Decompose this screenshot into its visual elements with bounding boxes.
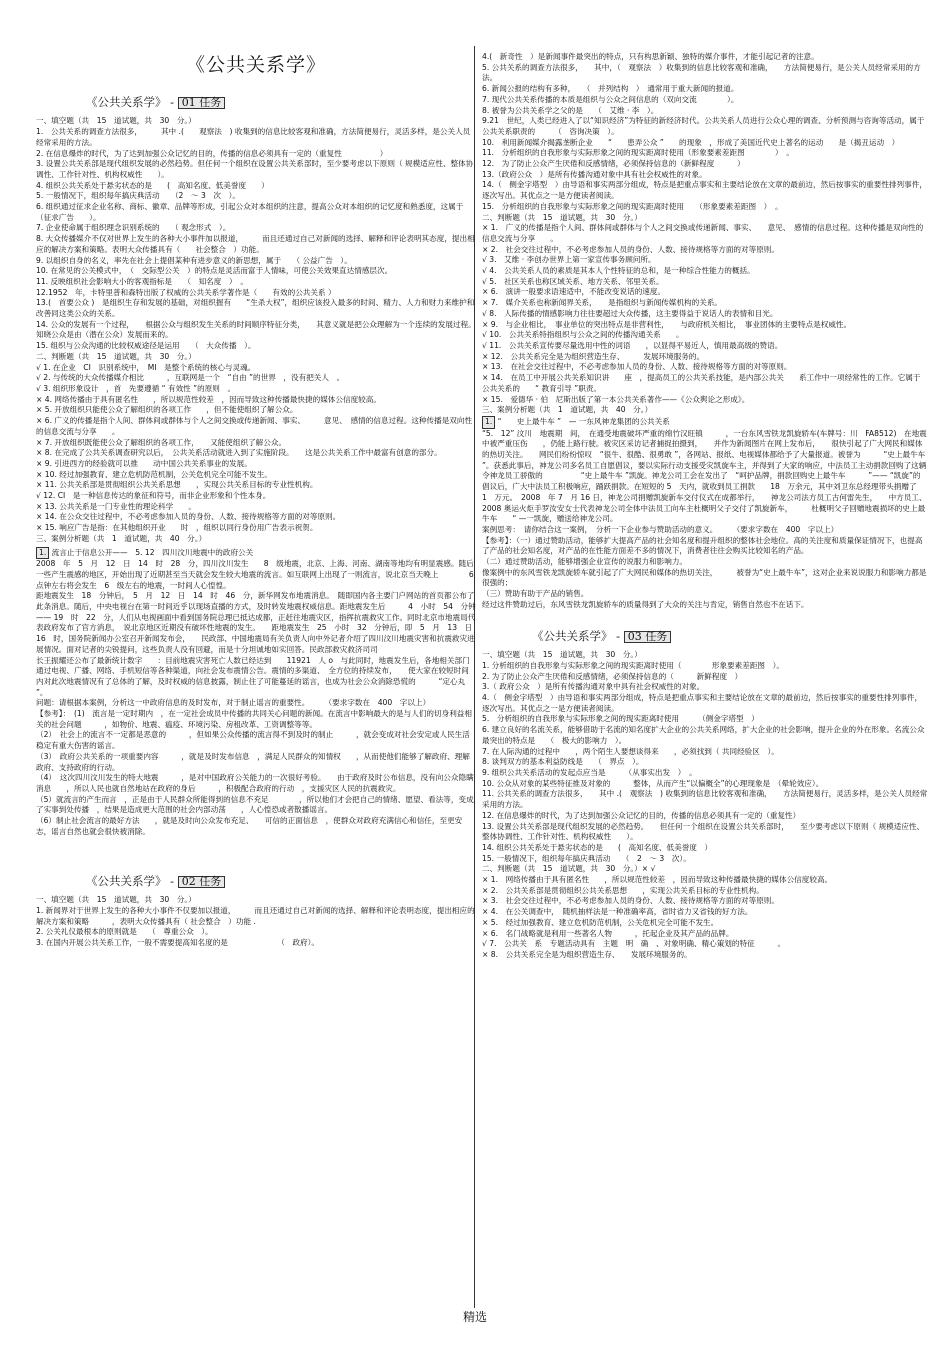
text-line: 15. 分析组织的自我形象与实际形象之间的现实距离时使用 （形象要素差距图 ） 。 bbox=[482, 201, 783, 211]
text-line: 9.21 世纪，人类已经进入了以“知识经济”为特征的新经济时代。公共关系人员进行公众心理的调查、分析预测与咨询等活动，属于公共关系职责的 （ 咨询决策 ）。 bbox=[482, 116, 925, 136]
text-line: 11. 反映组织社会影响大小的客观指标是 （ 知名度 ） 。 bbox=[36, 276, 248, 286]
text-line: √ 2. 与传统的大众传播媒介相比 ，互联网是一个 “自由 ”的世界 ，没有把关人 。 bbox=[36, 373, 345, 383]
text-line: 13.（政府公众 ）是所有传播沟通对象中具有社会权威性的对象。 bbox=[482, 169, 707, 179]
text-line: 6. 组织通过征求企业名称、商标、徽章、品牌等形成，引起公众对本组织的注意，提高公众对本组织的记忆度和熟悉度，这属于（征求广告 ）。 bbox=[36, 202, 464, 222]
text-line: × 2. 社会交往过程中，不必考虑参加人员的身份、人数、接待规格等方面的对等原则。 bbox=[482, 244, 779, 254]
text-line: 7. 现代公共关系传播的本质是组织与公众之间信息的（双向交流 ）。 bbox=[482, 94, 739, 104]
text-line: √ 10. 公共关系特指组织与公众之间的传播沟通关系 。 bbox=[482, 330, 684, 340]
section-02-title: 《公共关系学》 bbox=[86, 873, 167, 888]
section-03-tag: 03 任务 bbox=[624, 631, 672, 644]
text-line: 14. 组织公共关系处于悬劣状态的是 ( 高知名度、低美誉度 ） bbox=[482, 842, 713, 852]
text-line: 三、案例分析题（共 1 道试题，共 40 分。） bbox=[482, 405, 653, 415]
text-line: （三）赞助有助于产品的销售。 bbox=[482, 589, 589, 599]
text-line: 15. 组织与公众沟通的比较权威途径是运用 （ 大众传播 ）。 bbox=[36, 341, 256, 351]
text-line: × 9. 引进西方的经验就可以推 动中国公共关系事业的发展。 bbox=[36, 458, 252, 468]
text-line: × 13. 公共关系是一门专业性的理论科学 。 bbox=[36, 501, 196, 511]
text-line: 13.( 首要公众 ) 是组织生存和发展的基础，对组织握有 “生杀大权”，组织应该投入最多的时间、精力、人力和财力来维护和改善同这类公众的关系。 bbox=[36, 298, 475, 319]
text-line: × 10. 经过加强教育、建立危机防范机制，公关危机完全可能不发生。 bbox=[36, 469, 272, 479]
text-line: √ 5. 社区关系也称区域关系、地方关系、邻里关系。 bbox=[482, 276, 664, 286]
text-line: 6. 建立良好的名流关系，能够借助于名流的知名度扩大企业的公共关系网络，扩大企业的社会影响，提升企业的外在形象。名流公众最突出的特点是 （ 极大的影响力 ）。 bbox=[482, 725, 925, 745]
text-line: 10. 利用新闻媒介揭露垄断企业 “ 患弄公众 ” 的现象 ，形成了美国近代史上著名的运动 是（揭丑运动 ） bbox=[482, 137, 900, 147]
text-line: 5. 一般情况下，组织每年搞庆典活动 （2 ～ 3 次 ）。 bbox=[36, 191, 240, 201]
text-line: 9. 以组织自身的名义，率先在社会上提倡某种有进步意义的新思想，属于 （ 公益广告 ）。 bbox=[36, 255, 352, 265]
section-02-body bbox=[36, 895, 476, 949]
text-line: 11. 分析组织的自我形象与实际形象之间的现实距离时使用（形象要素差距图 ） 。 bbox=[482, 148, 795, 158]
text-line: × 4. 在公关调查中， 随机抽样法是一种准确率高，省时省力又省钱的好方法。 bbox=[482, 907, 753, 917]
case-title-01-text: 流言止于信息公开—— 5. 12 四川汶川地震中的政府公关 bbox=[51, 547, 254, 557]
case-title-01 bbox=[36, 547, 476, 560]
case-01-body bbox=[36, 559, 482, 837]
text-line: 5. 公共关系的调查方法很多， 其中，（ 观察法 ）收集到的信息比较客观和准确， 方法简便易行，是公关人员经常采用的方法。 bbox=[482, 62, 921, 83]
text-line: × 9. 与企业相比， 事业单位的突出特点是非营利性， 与政府机关相比， 事业团体的主要特点是权威性。 bbox=[482, 319, 852, 329]
text-line: 【参考】： (1) 流言是一定时期内 ，在一定社会成员中传播的共同关心问题的新闻。在流言中影响最大的是与人们的切身利益相关的社会问题 ，如物价、地震、瘟疫、环境污染、房租改革、工资调整等等。 bbox=[36, 709, 472, 729]
text-line: × 5. 经过加强教育、建立危机防范机制，公关危机完全可能不发生。 bbox=[482, 917, 719, 927]
text-line: 经过这件赞助过后，东风雪铁龙凯旋轿车的质量得到了大众的关注与肯定，销售自然也不在话下。 bbox=[482, 599, 809, 609]
text-line: 7. 企业使命属于组织理念识别系统的 （ 观念形式 ）。 bbox=[36, 223, 231, 233]
text-line: 问题：请根据本案例，分析这一中政府信息的及时发布，对于制止谣言的重要性。 （要求字数在 400 字以上） bbox=[36, 698, 431, 708]
text-line: “5. 12” 汶川 地震期 间， 在通受地震破坏严重的绵竹汉旺镇 ，一台东风雪铁龙凯旋轿车(车牌号：川 FA8512) 在地震中被严重压伤 ，仍能上路行驶。被灾区采访记者捕捉拍摄到， 并作为新闻图片在网上发布后， 很快引起了广大网民和媒体的热切关注。 网民们纷纷惊叹 “很牛、很酷、很勇敢 ”，各网站、报纸、电视媒体都给予了大量报道。被誉为 “史上最牛车 ”。获悉此事后，神龙公司多名员工自愿倡议，要以实际行动支援受灾凯旋车主，并得到了大家的响应，中法员工主动捐款回购了这辆令神龙员工骄傲的 “史上最牛车 ”凯旋。神龙公司工会在发出了 “呵护品牌，捐款回购史上最牛车 ”—— “凯旋”的倡议后，广大中法员工积极响应，踊跃捐款。在短短的 5 天内，就收到员工捐款 18 万余元，其中刘卫东总经理带头捐赠了 1 万元。 2008 年 7 月 16 日，神龙公司捐赠凯旋新车交付仪式在成都举行， 神龙公司法方员工古何雷先生， 中方员工、2008 奥运火炬手罗汝安女士代表神龙公司全体中法员工向车主杜概明父子交付了凯旋新车， 杜概明父子回赠地震损坏的史上最牛车 “ —一凯旋，赠送给神龙公司。 bbox=[482, 428, 940, 524]
text-line: × 12. 公共关系完全是为组织营造生存、 发展环境服务的。 bbox=[482, 351, 705, 361]
text-line: 3.（ 政府公众 ）是所有传播沟通对象中具有社会权威性的对象。 bbox=[482, 682, 705, 692]
text-line: × 6. 广义的传播是指个人间、群体间或群体与个人之间交换或传递新闻、事实、 意见、 感情的信息过程。这种传播是双向性的信息交流与分享 。 bbox=[36, 416, 473, 436]
section-01-heading bbox=[86, 94, 476, 110]
document-title: 《公共关系学》 bbox=[185, 54, 326, 76]
text-line: × 7. 媒介关系也称新闻界关系， 是指组织与新闻传媒机构的关系。 bbox=[482, 298, 723, 308]
text-line: × 1. 网络传播由于具有匿名性 ，所以规范性较差 ，因而导致这种传播最快捷的媒体公信度较高。 bbox=[482, 875, 833, 885]
text-line: 3. 在国内开展公共关系工作，一般不需要提高知名度的是 （ 政府）。 bbox=[36, 938, 320, 948]
text-line: 4.（ 侧金字塔型 ）由导语和事实两部分组成，特点是把重点事实和主要结论放在文章的最前边，然后按事实的重要性排列事件，逐次写出。其优点之一是方便读者阅读。 bbox=[482, 693, 923, 713]
section-01-tag: 01 任务 bbox=[178, 97, 226, 110]
section-02-tag: 02 任务 bbox=[178, 876, 226, 889]
page-footer: 精选 bbox=[462, 1310, 487, 1324]
text-line: 8. 大众传播媒介不仅对世界上发生的各种大小事件加以报道， 而且还通过自己对新闻的选择、解释和评论表明其态度，提出相应的解决方案和策略。表明大众传播具有（ 社会整合 ）功能。 bbox=[36, 234, 475, 254]
section-02-separator: - bbox=[170, 873, 175, 888]
case-number-box-2: 1. bbox=[482, 416, 495, 429]
text-line: 15. 一般情况下，组织每年搞庆典活动 （ 2 ～ 3 次）。 bbox=[482, 853, 691, 863]
text-line: 4.( 新奇性 ）是新闻事件最突出的特点，只有构思新颖、独特的媒介事件，才能引起记者的注意。 bbox=[482, 52, 819, 61]
text-line: 2. 在信息爆炸的时代，为了达到加强公众记忆的目的，传播的信息必须具有一定的（重复性 ） bbox=[36, 148, 388, 158]
text-line: 10. 在常见的公关模式中， （ 交际型公关 ）的特点是灵活而富于人情味，可使公关效果直达情感层次。 bbox=[36, 266, 393, 276]
text-line: 二、判断题（共 15 道试题，共 30 分。） bbox=[36, 351, 196, 361]
text-line: 13. 设置公共关系部是现代组织发展的必然趋势。 但任何一个组织在设置公共关系部时， 至少要考虑以下原则（ 规模适应性、整体协调性、工作针对性、机构权威性 ）。 bbox=[482, 821, 925, 842]
text-line: √ 12. CI 是一种信息传达的象征和符号，而非企业形象和个性本身。 bbox=[36, 491, 271, 501]
text-line: 三、案例分析题（共 1 道试题，共 40 分。） bbox=[36, 533, 207, 543]
text-line: × 15. 响应广告是指：在其他组织开业 时 ，组织以同行身份用广告表示祝贺。 bbox=[36, 523, 318, 533]
text-line: 9. 组织公共关系活动的发起点应当是 （从事实出发 ） 。 bbox=[482, 768, 697, 777]
text-line: 14.（ 侧金字塔型 ）由导语和事实两部分组成，特点是把重点事实和主要结论放在文章的最前边，然后按事实的重要性排列事件，逐次写出。其优点之一是方便读者阅读。 bbox=[482, 180, 927, 201]
text-line: × 8. 公共关系完全是为组织营造生存、 发展环境服务的。 bbox=[482, 949, 692, 959]
right-column bbox=[482, 52, 940, 961]
text-line: 12.1952 年，卡特里普和森特出版了权威的公共关系学著作是（ 有效的公共关系 ） bbox=[36, 287, 336, 297]
text-line: √ 4. 公共关系人员的素质是其本人个性特征的总和，是一种综合性能力的概括。 bbox=[482, 266, 755, 276]
text-line: 【参考】：（一）通过赞助活动，能够扩大提高产品的社会知名度和提升组织的整体社会地位。高的关注度和质量保证情况下，也提高了产品的社会知名度，对产品的在性能方面差不多的情况下，消费者往往会购买比较知名的产品。 bbox=[482, 535, 923, 556]
text-line: × 5. 开放组织只能使公众了解组织的各项工作 ，但不能使组织了解公众。 bbox=[36, 405, 298, 415]
text-line: 12. 为了防止公众产生厌倦和反感情绪，必须保持信息的（新鲜程度 ） bbox=[482, 159, 745, 169]
section-01-separator: - bbox=[170, 94, 175, 109]
case-number-box: 1. bbox=[36, 547, 49, 560]
text-line: 14. 公众的发展有一个过程， 根据公众与组织发生关系的时间顺序特征分类， 其意义就是把公众理解为一个连续的发展过程。知晓公众是由（潜在公众）发展而来的。 bbox=[36, 319, 476, 340]
text-line: 10. 公众从对象的某些特征推及对象的 整体，从而产生“以偏概全”的心理现象是 （晕轮效应）。 bbox=[482, 778, 824, 788]
text-line: 5. 分析组织的自我形象与实际形象之间的现实距离时使用 （侧金字塔型 ） bbox=[482, 714, 759, 724]
text-line: 8. 被誉为公共关系学之父的是 （ 艾维 · 李 ）。 bbox=[482, 105, 659, 115]
section-03-separator: - bbox=[616, 628, 621, 643]
case-title-02 bbox=[482, 416, 928, 429]
text-line: 8. 谈判双方的基本利益防线是 （ 界点 ）。 bbox=[482, 757, 644, 767]
text-line: （4） 这次四川汶川发生的特大地震 ，是对中国政府公关能力的一次很好考验。 由于政府及时公布信息，没有向公众隐瞒消息 ，所以人民也就自然地站在政府的身后 ，积极配合政府的行动 ，支援灾区人民的抗震救灾。 bbox=[36, 773, 474, 793]
section-01-title: 《公共关系学》 bbox=[86, 94, 167, 109]
text-line: 6. 新闻公报的结构有多种， （ 并列结构 ） 通常用于重大新闻的报道。 bbox=[482, 84, 739, 94]
text-line: × 1. 广义的传播是指个人间、群体间或群体与个人之间交换或传递新闻、事实、 意见、 感情的信息过程。这种传播是双向性的信息交流与分享 。 bbox=[482, 223, 924, 243]
text-line: √ 7. 公共关 系 专题活动具有 主题 明 确 、对象明确、精心策划的特征 。 bbox=[482, 939, 786, 949]
section-02-body-cont bbox=[482, 52, 928, 416]
text-line: 二、判断题（共 15 道试题，共 30 分。） bbox=[482, 212, 642, 222]
text-line: 4. 组织公共关系处于悬劣状态的是 ( 高知名度、低美誉度 ） bbox=[36, 180, 269, 190]
text-line: 1. 新闻界对于世界上发生的各种大小事件不仅要加以报道， 而且还通过自己对新闻的选择、解释和评论表明态度，提出相应的解决方案和策略 ，表明大众传播具有（ 社会整合 ）功能 . bbox=[36, 905, 475, 926]
left-column bbox=[36, 40, 482, 949]
section-03-title: 《公共关系学》 bbox=[532, 628, 613, 643]
text-line: 11. 公共关系的调查方法很多， 其中 .( 观察法 ) 收集到的信息比较客观和准确， 方法简便易行，灵活多样，是公关人员经常采用的方法。 bbox=[482, 789, 928, 810]
text-line: √ 3. 组织形象设计 ，首 先要遵循 “ 有效性 ”的原则 。 bbox=[36, 383, 236, 393]
text-line: × 15. 爱德华 · 伯 尼斯出版了第一本公共关系著作——《公众舆论之形成》。 bbox=[482, 394, 750, 404]
section-03-heading bbox=[532, 628, 928, 644]
text-line: 二、判断题（共 15 道试题，共 30 分。）× √ bbox=[482, 864, 656, 874]
text-line: 案例思考： 请你结合这一案例， 分析一下企业参与赞助活动的意义。 （要求字数在 400 字以上） bbox=[482, 524, 839, 534]
text-line: × 3. 社会交往过程中，不必考虑参加人员的身份、人数、接待规格等方面的对等原则。 bbox=[482, 896, 779, 906]
text-line: 2. 公关礼仪最根本的原则就是 （ 尊重公众 ）。 bbox=[36, 927, 213, 937]
text-line: （2） 社会上的流言不一定都是恶意的 ，但如果公众传播的流言得不到及时的制止 ，就会变成对社会安定或人民生活稳定有重大伤害的谣言。 bbox=[36, 730, 470, 751]
text-line: 1. 公共关系的调查方法很多， 其中 .( 观察法 ) 收集到的信息比较客观和准确，方法简便易行，灵活多样，是公关人员经常采用的方法。 bbox=[36, 127, 471, 147]
text-line: × 6. 演讲一般要求语速适中，不能改变说话的速度。 bbox=[482, 287, 666, 297]
text-line: 像案例中的东风雪铁龙凯旋轿车就引起了广大网民和媒体的热切关注， 被誉为“史上最牛车”，这对企业来说说服力和影响力都是很强的； bbox=[482, 567, 927, 588]
text-line: （3） 政府公共关系的一项重要内容 ，就是及时发布信息 ，满足人民群众的知情权 ，从而使他们能够了解政府、理解政府、支持政府的行动。 bbox=[36, 751, 470, 772]
text-line: × 7. 开放组织既能使公众了解组织的各项工作， 又能使组织了解公众。 bbox=[36, 437, 287, 447]
text-line: × 4. 网络传播由于具有匿名性 ，所以规范性较差 ，因而导致这种传播最快捷的媒体公信度较高。 bbox=[36, 394, 381, 404]
section-02-heading bbox=[86, 873, 476, 889]
text-line: √ 8. 人际传播的情感影响力往往要超过大众传播，这主要得益于说话人的表情和目光。 bbox=[482, 308, 778, 318]
text-line: （二）通过赞助活动，能够增强企业宣传的说服力和影响力。 bbox=[482, 557, 688, 567]
text-line: 3. 设置公共关系部是现代组织发展的必然趋势。但任何一个组织在设置公共关系部时，至少要考虑以下原则（ 规模适应性、整体协调性、工作针对性、机构权威性 ）。 bbox=[36, 159, 474, 179]
text-line: × 14. 在员工中开展公共关系知识讲 座 ，提高员工的公共关系技能，是内部公共关 系工作中一项经常性的工作。它属于公共关系的 “ 教育引导 ”职责。 bbox=[482, 373, 921, 393]
text-line: 2008 年 5 月 12 日 14 时 28 分，四川汶川发生 8 级地震，北京、上海、河南、湖南等地均有明显震感。随后一些产生震感的地区，开始出现了近期甚至当天就会发生较大地震的流言。如互联网上出现了一则流言，说北京当天晚上 6 点钟左右将会发生 6 级左右的地震，一时间人心惶惶。 bbox=[36, 559, 482, 590]
text-line: 7. 在人际沟通的过程中 ，两个陌生人要想谈得来 ，必须找到（ 共同经验区 ）。 bbox=[482, 746, 779, 756]
text-line: × 2. 公共关系部是贯彻组织公共关系思想 ，实现公共关系目标的专业性机构。 bbox=[482, 885, 764, 895]
case-title-02-text: “ 史上最牛车 ” — 一东风神龙集团的公共关系 bbox=[497, 416, 670, 426]
text-line: 长王振耀还公布了最新统计数字 ：目前地震灾害死亡人数已经达到 11921 人 o 与此同时，地震发生后，各地相关部门通过电视、广播、网络、手机短信等各种渠道，向社会发布震情公告。震情的多渠道、 全方位的持续发布， 使大家在较短时间内对此次地震情况有了总体的了解，及时权威的信息披露，制止住了可能蔓延的谣言，也成为社会公众消除恐慌的 “定心丸 ”。 bbox=[36, 655, 470, 697]
text-line: 一、填空题（共 15 道试题，共 30 分。） bbox=[36, 116, 196, 126]
case-02-body bbox=[482, 428, 940, 611]
text-line: × 13. 在社会交往过程中，不必考虑参加人员的身份、人数、接待规格等方面的对等原则。 bbox=[482, 362, 792, 372]
text-line: 12. 在信息爆炸的时代，为了达到加强公众记忆的目的，传播的信息必须具有一定的（重复性） bbox=[482, 810, 801, 820]
section-01-body bbox=[36, 116, 476, 544]
text-line: × 14. 在公众交往过程中，不必考虑参加人员的身份、人数、接待规格等方面的对等原则。 bbox=[36, 512, 341, 522]
text-line: 2. 为了防止公众产生厌倦和反感情绪，必须保持信息的（ 新鲜程度 ） bbox=[482, 671, 743, 681]
text-line: √ 11. 公共关系宣传要尽量选用中性的词语 ，以显得平易近人，慎用最高级的赞语。 bbox=[482, 340, 783, 350]
text-line: 1. 分析组织的自我形象与实际形象之间的现实距离时使用（ 形象要素差距图 ）。 bbox=[482, 660, 785, 670]
text-line: × 11. 公共关系部是贯彻组织公共关系思想 ，实现公共关系目标的专业性机构。 bbox=[36, 480, 318, 490]
text-line: （5）就流言的产生而言 ，正是由于人民群众所能得到的信息不充足 ，所以他们才会把自己的情绪、愿望、看法等，变成了实事到处传播 ，结果是造成更大范围的社会内部动荡 ，人心惶恐或者散播谣言。 bbox=[36, 794, 474, 815]
text-line: √ 3. 艾维 · 李创办世界上第一家宣传事务顾问所。 bbox=[482, 255, 656, 265]
text-line: （6）制止社会流言的最好方法 ，就是及时向公众发布充足、 可信的正面信息 ，使群众对政府充满信心和信任，至更安志，谣言自然也就会很快被消除。 bbox=[36, 816, 463, 836]
text-line: 一、填空题（共 15 道试题，共 30 分。） bbox=[482, 650, 642, 660]
text-line: 一、填空题（共 15 道试题，共 30 分。） bbox=[36, 895, 196, 905]
text-line: 距地震发生 18 分钟后， 5 月 12 日 14 时 46 分，新华网发布地震消息。 随即国内各主要门户网站的首页都公布了此条消息。随后，中央电视台在第一时间近乎以现场直播的方式，及时转发地震权威信息。距地震发生后 4 小时 54 分钟—— 19 时 22 分，人们从电视画面中看到国务院总理已抵达成都，正赶往地震灾区，指挥抗震救灾工作。同时北京市地震局代表政府发布了官方消息， 说北京地区近期没有破坏性地震的发生。 距地震发生 25 小时 32 分钟后，即 5 月 13 日 16 时，国务院新闻办公室召开新闻发布会， 民政部、中国地震局有关负责人向中外记者介绍了四川汶川地震灾害和抗震救灾进展情况。面对记者的尖锐提问，这些负责人没有回避，而是十分坦诚地如实回答。民政部救灾救济司司 bbox=[36, 591, 480, 654]
text-line: × 8. 在完成了公共关系调查研究以后， 公共关系活动就进入到了实施阶段。 这是公共关系工作中最富有创意的部分。 bbox=[36, 448, 442, 458]
section-03-body bbox=[482, 650, 928, 960]
text-line: × 6. 名门战略就是利用一些著名人物 ，托起企业及其产品的品牌。 bbox=[482, 928, 734, 938]
text-line: √ 1. 在企业 CI 识别系统中， MI 是整个系统的核心与灵魂。 bbox=[36, 362, 256, 372]
